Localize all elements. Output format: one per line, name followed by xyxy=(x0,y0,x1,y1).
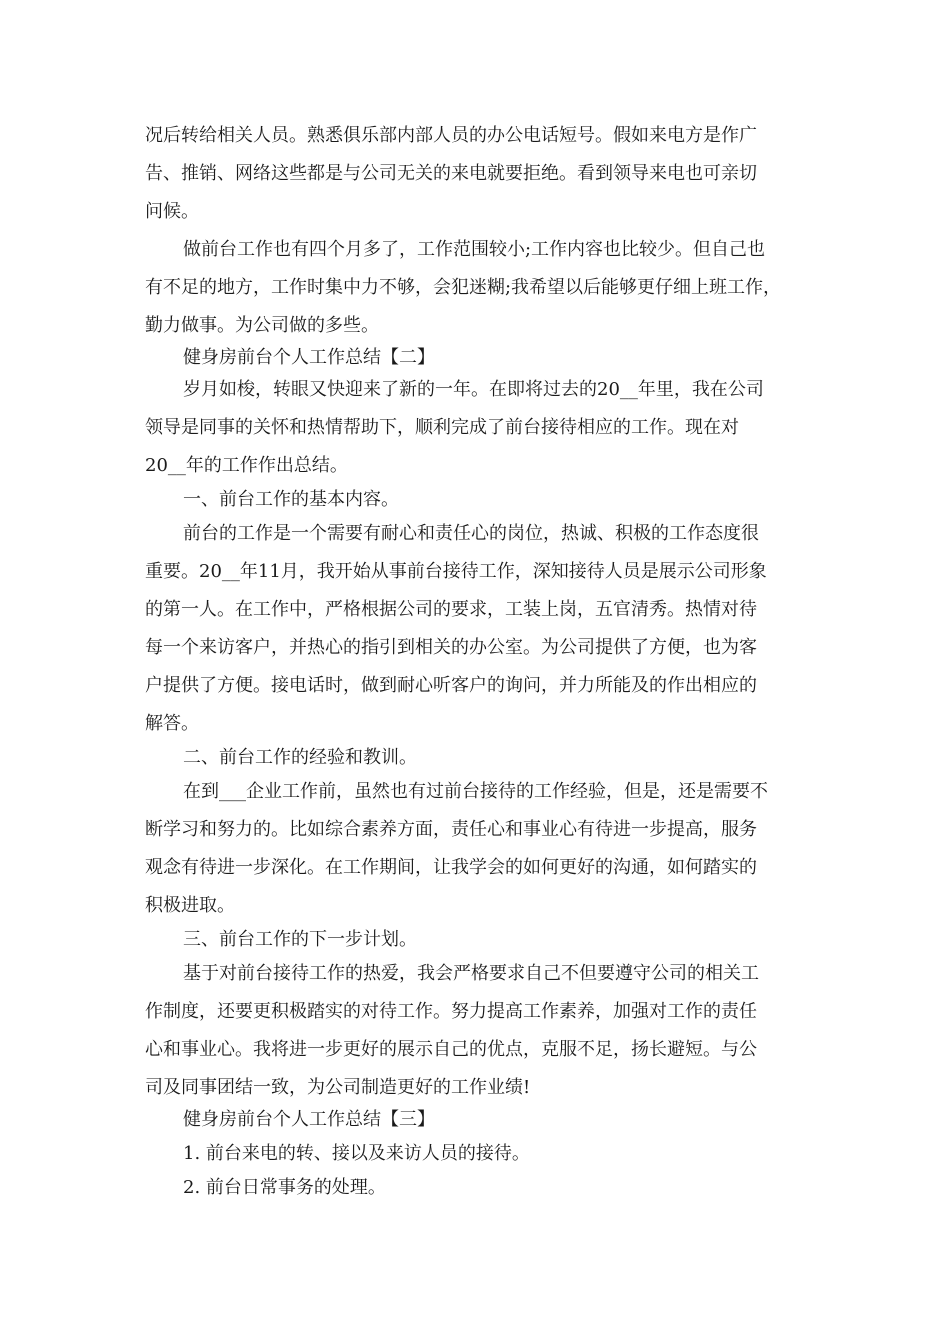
paragraph-line: 基于对前台接待工作的热爱，我会严格要求自己不但要遵守公司的相关工 xyxy=(183,963,759,984)
subsection-heading: 二、前台工作的经验和教训。 xyxy=(183,747,417,768)
paragraph-line: 况后转给相关人员。熟悉俱乐部内部人员的办公电话短号。假如来电方是作广 xyxy=(145,125,757,146)
paragraph-line: 勤力做事。为公司做的多些。 xyxy=(145,315,379,336)
section-heading: 健身房前台个人工作总结【三】 xyxy=(183,1109,435,1130)
paragraph-line: 在到___企业工作前，虽然也有过前台接待的工作经验，但是，还是需要不 xyxy=(183,781,768,802)
paragraph-line: 岁月如梭，转眼又快迎来了新的一年。在即将过去的20__年里，我在公司 xyxy=(183,379,764,400)
paragraph-line: 问候。 xyxy=(145,201,199,222)
paragraph-line: 积极进取。 xyxy=(145,895,235,916)
paragraph-line: 重要。20__年11月，我开始从事前台接待工作，深知接待人员是展示公司形象 xyxy=(145,561,767,582)
paragraph-line: 心和事业心。我将进一步更好的展示自己的优点，克服不足，扬长避短。与公 xyxy=(145,1039,757,1060)
paragraph-line: 观念有待进一步深化。在工作期间，让我学会的如何更好的沟通，如何踏实的 xyxy=(145,857,757,878)
paragraph-line: 断学习和努力的。比如综合素养方面，责任心和事业心有待进一步提高，服务 xyxy=(145,819,757,840)
subsection-heading: 三、前台工作的下一步计划。 xyxy=(183,929,417,950)
paragraph-line: 每一个来访客户，并热心的指引到相关的办公室。为公司提供了方便，也为客 xyxy=(145,637,757,658)
paragraph-line: 作制度，还要更积极踏实的对待工作。努力提高工作素养，加强对工作的责任 xyxy=(145,1001,757,1022)
section-heading: 健身房前台个人工作总结【二】 xyxy=(183,347,435,368)
list-item: 2. 前台日常事务的处理。 xyxy=(183,1177,386,1198)
subsection-heading: 一、前台工作的基本内容。 xyxy=(183,489,399,510)
paragraph-line: 前台的工作是一个需要有耐心和责任心的岗位，热诚、积极的工作态度很 xyxy=(183,523,759,544)
paragraph-line: 解答。 xyxy=(145,713,199,734)
paragraph-line: 做前台工作也有四个月多了，工作范围较小;工作内容也比较少。但自己也 xyxy=(183,239,766,260)
paragraph-line: 20__年的工作作出总结。 xyxy=(145,455,348,476)
paragraph-line: 有不足的地方，工作时集中力不够，会犯迷糊;我希望以后能够更仔细上班工作， xyxy=(145,277,782,298)
paragraph-line: 领导是同事的关怀和热情帮助下，顺利完成了前台接待相应的工作。现在对 xyxy=(145,417,739,438)
paragraph-line: 户提供了方便。接电话时，做到耐心听客户的询问，并力所能及的作出相应的 xyxy=(145,675,757,696)
paragraph-line: 的第一人。在工作中，严格根据公司的要求，工装上岗，五官清秀。热情对待 xyxy=(145,599,757,620)
paragraph-line: 告、推销、网络这些都是与公司无关的来电就要拒绝。看到领导来电也可亲切 xyxy=(145,163,757,184)
list-item: 1. 前台来电的转、接以及来访人员的接待。 xyxy=(183,1143,530,1164)
paragraph-line: 司及同事团结一致，为公司制造更好的工作业绩! xyxy=(145,1077,531,1098)
